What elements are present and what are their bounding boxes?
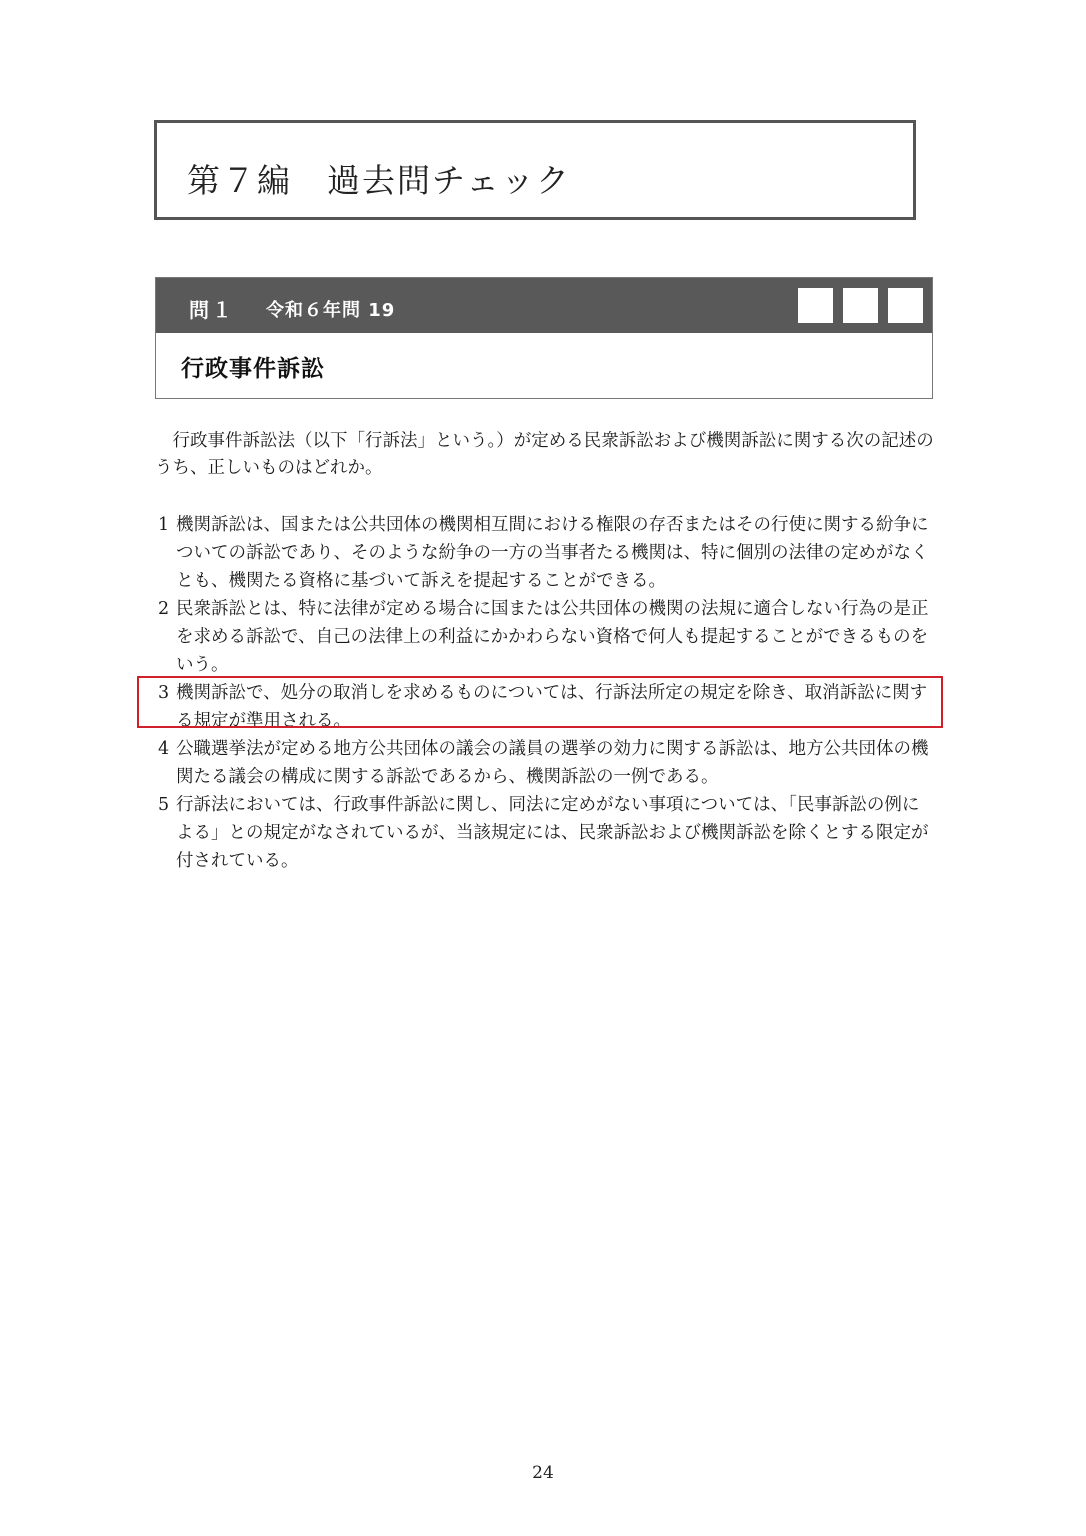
question-header-bar <box>156 278 932 333</box>
question-topic: 行政事件訴訟 <box>181 356 325 382</box>
choice-number: 4 <box>158 739 170 759</box>
choice-text: 機関訴訟は、国または公共団体の機関相互間における権限の存否またはその行使に関する紛争についての訴訟であり、そのような紛争の一方の当事者たる機関は、特に個別の法律の定めがなくとも、機関たる資格に基づいて訴えを提起することができる。 <box>176 515 929 591</box>
question-stem <box>155 428 935 482</box>
checkbox-1[interactable] <box>798 288 833 323</box>
choice-text: 民衆訴訟とは、特に法律が定める場合に国または公共団体の機関の法規に適合しない行為の是正を求める訴訟で、自己の法律上の利益にかかわらない資格で何人も提起することができるものをいう。 <box>176 599 929 675</box>
choice-item <box>155 595 935 679</box>
chapter-header <box>154 120 916 220</box>
choice-item <box>155 735 935 791</box>
checkbox-2[interactable] <box>843 288 878 323</box>
chapter-title: 第７編 過去問チェック <box>187 161 572 200</box>
question-source: 令和６年問 19 <box>266 300 396 321</box>
choice-number: 2 <box>158 599 170 619</box>
choice-item <box>155 791 935 875</box>
choice-number: 3 <box>158 683 170 703</box>
choice-number: 5 <box>158 795 170 815</box>
page-number: 24 <box>532 1463 554 1483</box>
choice-number: 1 <box>158 515 170 535</box>
choice-text: 機関訴訟で、処分の取消しを求めるものについては、行訴法所定の規定を除き、取消訴訟に関する規定が準用される。 <box>176 683 928 731</box>
checkbox-3[interactable] <box>888 288 923 323</box>
question-header-box <box>155 277 933 399</box>
choice-text: 公職選挙法が定める地方公共団体の議会の議員の選挙の効力に関する訴訟は、地方公共団体の機関たる議会の構成に関する訴訟であるから、機関訴訟の一例である。 <box>176 739 929 787</box>
answer-highlight-box <box>137 676 943 728</box>
question-stem-text: 行政事件訴訟法（以下「行訴法」という。）が定める民衆訴訟および機関訴訟に関する次の記述のうち、正しいものはどれか。 <box>155 431 934 478</box>
choice-text: 行訴法においては、行政事件訴訟に関し、同法に定めがない事項については、「民事訴訟の例による」との規定がなされているが、当該規定には、民衆訴訟および機関訴訟を除くとする限定が付されている。 <box>176 795 929 871</box>
question-number: 問１ <box>189 298 235 322</box>
choice-item <box>155 511 935 595</box>
